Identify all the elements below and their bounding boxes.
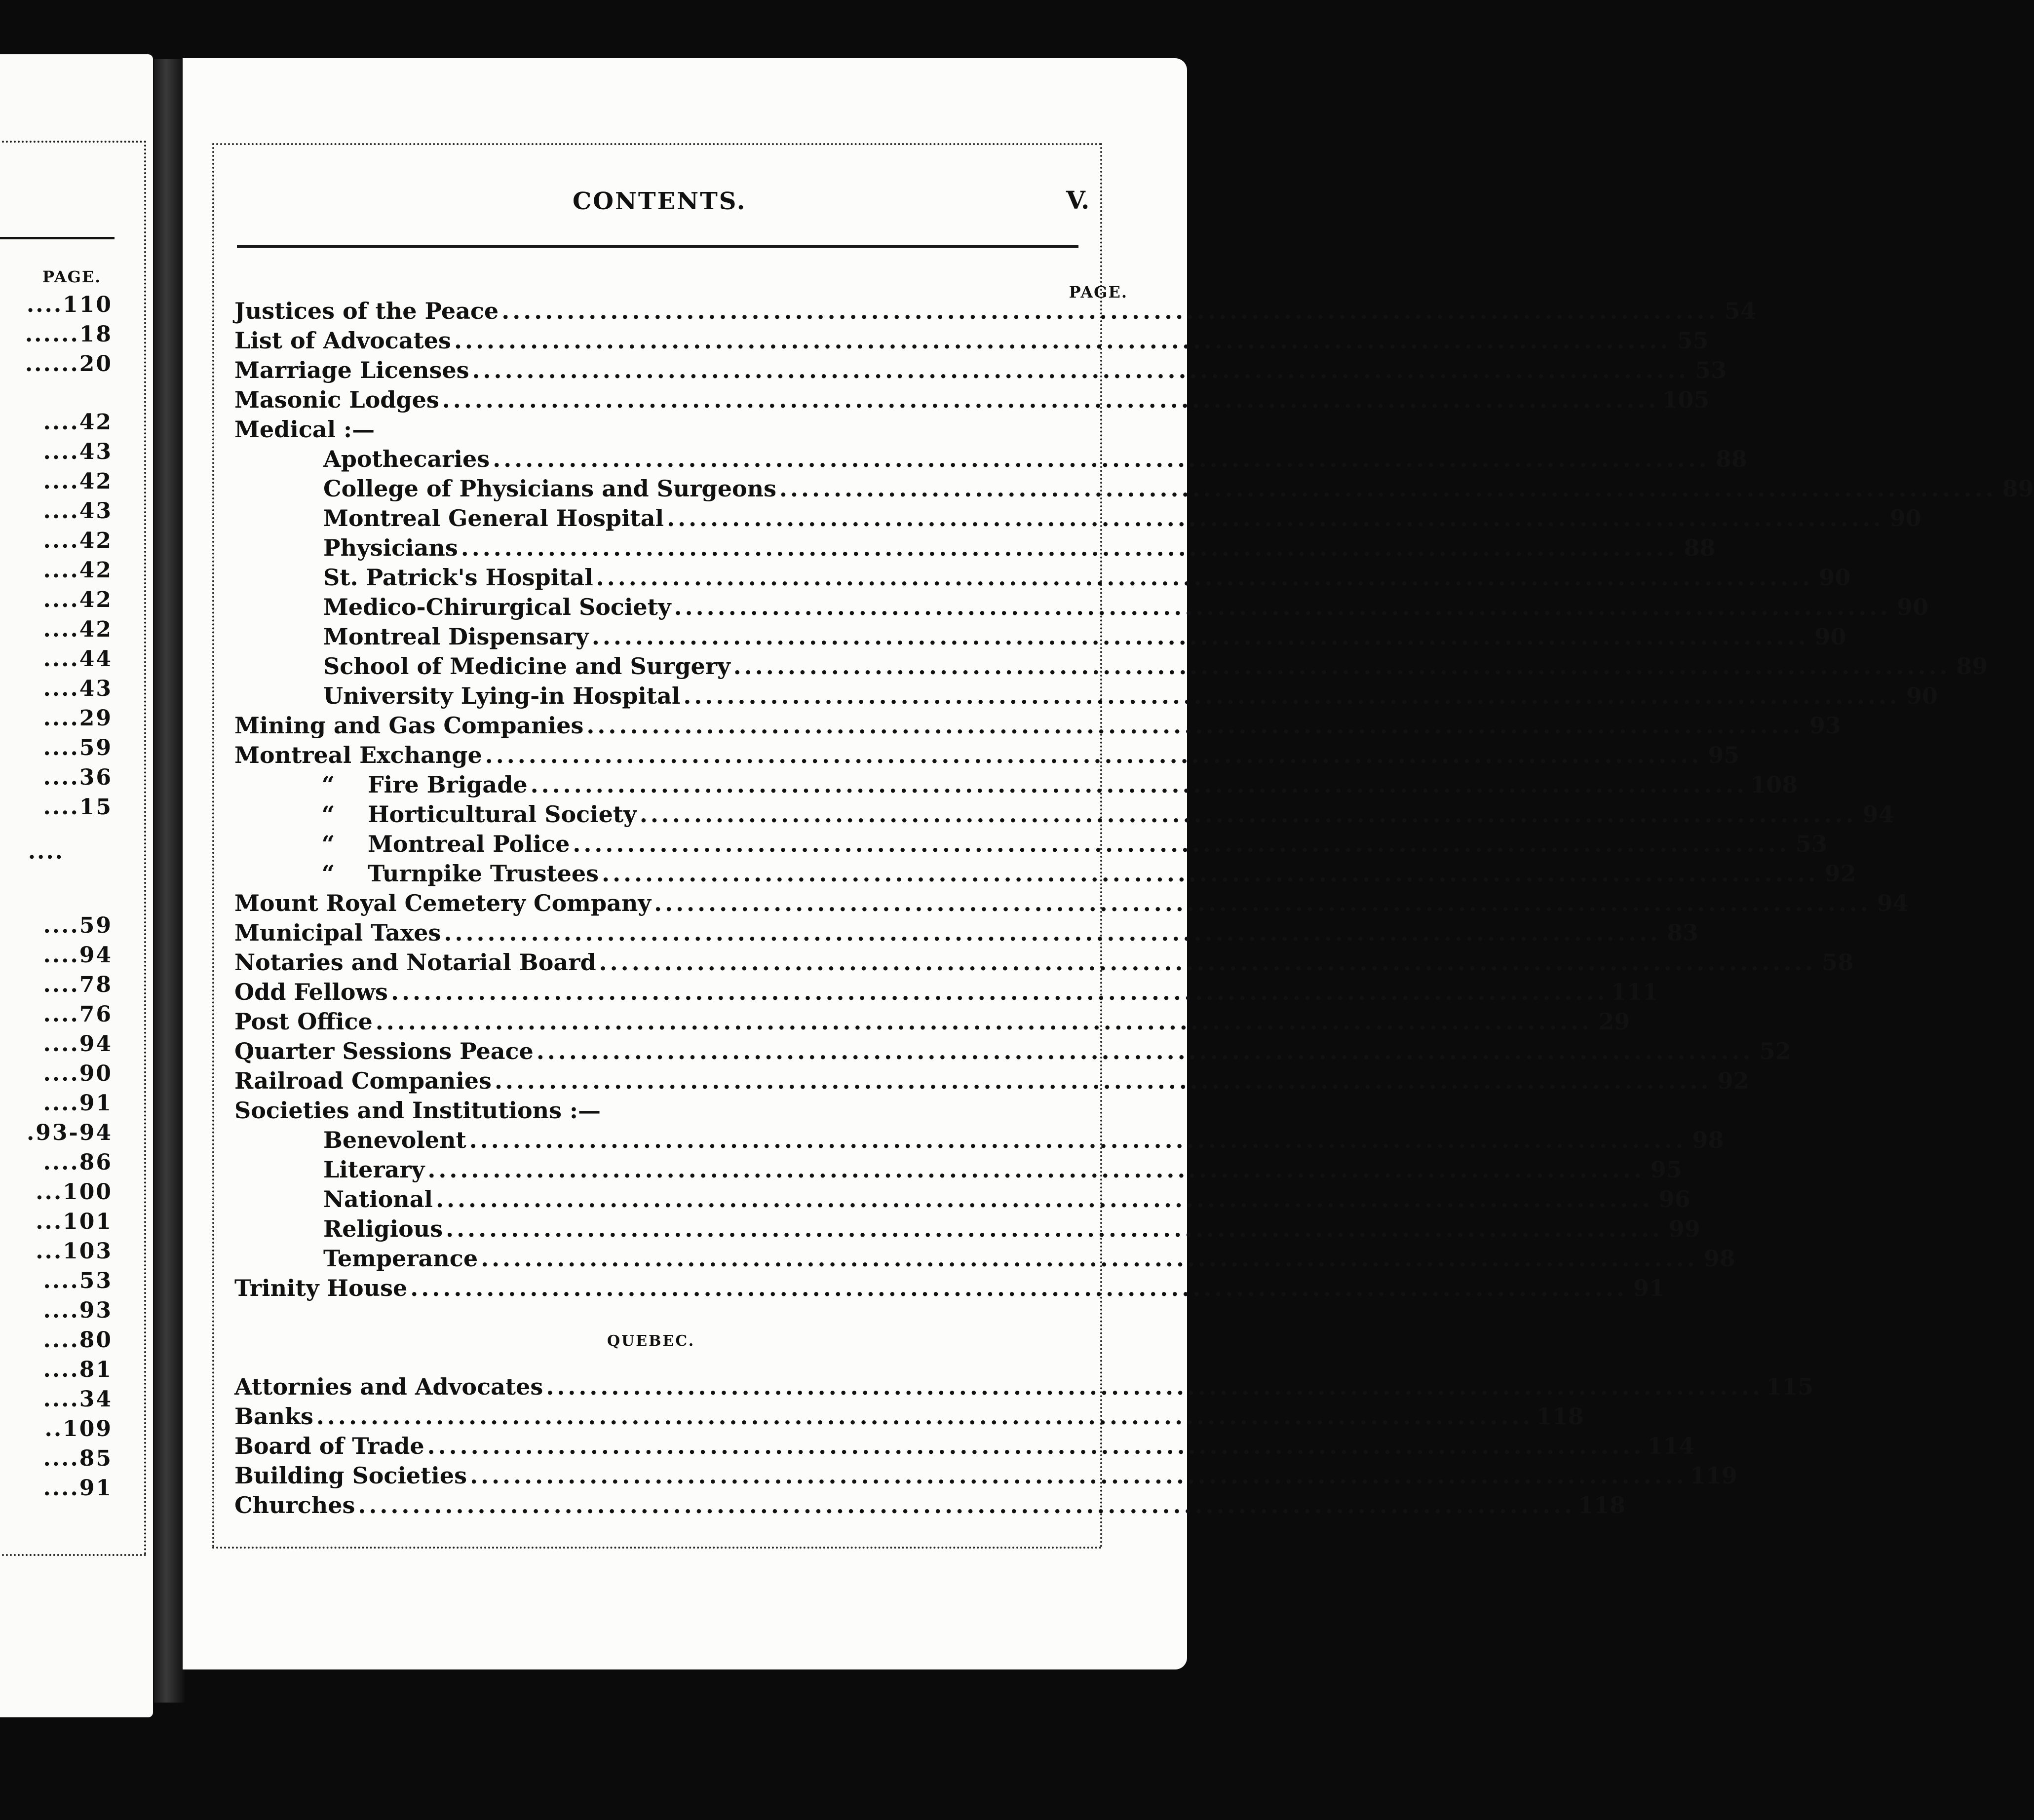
dot-leader: ................................................................................................................	[481, 1245, 1698, 1272]
dot-leader: ................................................................................................................	[586, 712, 1804, 739]
page-column-label: PAGE.	[1069, 283, 1128, 302]
toc-entry-label-group	[289, 799, 637, 829]
toc-entry-page: 52	[1759, 1038, 1791, 1064]
toc-entry-page: 90	[1906, 682, 1938, 709]
toc-entry-label: Mining and Gas Companies	[234, 712, 584, 739]
ditto-mark: “	[321, 860, 335, 887]
left-page-number: ....43	[43, 676, 113, 701]
toc-section-heading	[234, 1096, 1083, 1125]
left-page-number: ....44	[43, 646, 113, 672]
toc-entry-label: Horticultural Society	[368, 801, 637, 828]
toc-entry-label: College of Physicians and Surgeons	[323, 475, 777, 502]
toc-entry-page: 89	[1956, 653, 1988, 680]
toc-entry-page: 94	[1862, 801, 1894, 828]
book-spine	[154, 59, 185, 1703]
toc-subentry	[234, 474, 2034, 503]
toc-entry-label: Montreal Exchange	[234, 742, 482, 768]
toc-entry-page: 88	[1684, 534, 1716, 561]
left-page-number: ....94	[43, 1031, 113, 1057]
toc-entry-label: Medical :—	[234, 416, 375, 443]
toc-entry-page: 89	[2002, 475, 2034, 502]
toc-entry-page: 91	[1633, 1275, 1665, 1301]
toc-subentry	[234, 770, 1798, 799]
toc-entry-label-group	[289, 829, 570, 859]
toc-entry-label: National	[323, 1186, 433, 1213]
toc-entry	[234, 1372, 1813, 1402]
left-page-number: ....59	[43, 913, 113, 938]
toc-entry	[234, 1402, 1584, 1431]
dot-leader: ................................................................................................................	[546, 1373, 1763, 1400]
dot-leader: ................................................................................................................	[435, 1186, 1653, 1213]
dot-leader: ................................................................................................................	[390, 979, 1608, 1005]
dot-leader: ................................................................................................................	[494, 1067, 1712, 1094]
toc-subentry	[234, 859, 1856, 888]
left-page-number: ....42	[43, 617, 113, 642]
toc-entry-label: Medico-Chirurgical Society	[323, 594, 671, 620]
toc-entry-label: Mount Royal Cemetery Company	[234, 890, 652, 916]
toc-entry-label: Fire Brigade	[368, 771, 528, 798]
toc-subentry	[234, 1125, 1724, 1155]
dot-leader: ................................................................................................................	[674, 594, 1891, 620]
toc-subentry	[234, 681, 1938, 711]
toc-entry-page: 53	[1695, 357, 1727, 383]
toc-entry-page: 88	[1715, 446, 1747, 472]
toc-entry	[234, 1431, 1695, 1461]
left-page-number: ....76	[43, 1002, 113, 1027]
dot-leader: ................................................................................................................	[472, 357, 1689, 383]
dot-leader: ................................................................................................................	[461, 534, 1678, 561]
toc-subentry	[234, 1214, 1700, 1244]
toc-entry	[234, 1461, 1737, 1490]
left-page-number: ....91	[43, 1476, 113, 1501]
toc-entry-label: Attornies and Advocates	[234, 1373, 543, 1400]
toc-entry-page: 55	[1677, 327, 1709, 354]
toc-entry-label: Justices of the Peace	[234, 298, 499, 324]
dot-leader: ................................................................................................................	[427, 1433, 1645, 1459]
toc-entry-label: List of Advocates	[234, 327, 451, 354]
toc-entry-page: 119	[1689, 1462, 1737, 1489]
toc-entry-page: 118	[1536, 1403, 1584, 1430]
toc-entry	[234, 1273, 1665, 1303]
toc-entry-page: 96	[1658, 1186, 1690, 1213]
toc-entry-label: Post Office	[234, 1008, 373, 1035]
dot-leader: ................................................................................................................	[779, 475, 1996, 502]
toc-entry-page: 115	[1765, 1373, 1813, 1400]
left-page-number: ....43	[43, 439, 113, 464]
dot-leader: ................................................................................................................	[454, 327, 1671, 354]
toc-entry-page: 90	[1819, 564, 1851, 591]
dot-leader: ................................................................................................................	[654, 890, 1871, 916]
left-page-number: ....29	[43, 706, 113, 731]
dot-leader: ................................................................................................................	[410, 1275, 1627, 1301]
ditto-mark: “	[321, 771, 335, 798]
toc-entry-label: Literary	[323, 1156, 425, 1183]
toc-entry	[234, 1007, 1630, 1036]
toc-entry-label: Societies and Institutions :—	[234, 1097, 601, 1124]
toc-entry-label-group	[289, 770, 528, 799]
toc-entry-page: 90	[1897, 594, 1929, 620]
left-page-number: .93-94	[26, 1120, 113, 1145]
section-heading-quebec: QUEBEC.	[607, 1332, 695, 1350]
toc-entry-label: Religious	[323, 1215, 443, 1242]
toc-entry-label-group	[289, 859, 599, 888]
left-page-number: ....93	[43, 1298, 113, 1323]
dot-leader: ................................................................................................................	[683, 682, 1901, 709]
left-page-number: ....42	[43, 528, 113, 553]
dot-leader: ................................................................................................................	[639, 801, 1857, 828]
toc-entry-page: 90	[1814, 623, 1846, 650]
toc-subentry	[234, 651, 1988, 681]
toc-entry-label: Turnpike Trustees	[368, 860, 599, 887]
left-page-number: ....53	[43, 1268, 113, 1293]
toc-entry	[234, 1066, 1749, 1096]
left-page-rule	[0, 237, 115, 239]
toc-entry	[234, 918, 1699, 948]
toc-entry-page: 90	[1889, 505, 1921, 531]
dot-leader: ................................................................................................................	[427, 1156, 1645, 1183]
dot-leader: ................................................................................................................	[446, 1215, 1663, 1242]
toc-subentry	[234, 1155, 1682, 1184]
left-page-number: ....15	[43, 795, 113, 820]
left-page-number: ....94	[43, 943, 113, 968]
toc-entry-label: Masonic Lodges	[234, 386, 439, 413]
ditto-mark: “	[321, 801, 335, 828]
toc-entry-label: Montreal General Hospital	[323, 505, 664, 531]
toc-entry-page: 118	[1578, 1492, 1626, 1518]
left-page-number: ......20	[25, 351, 113, 377]
dot-leader: ................................................................................................................	[602, 860, 1819, 887]
toc-entry	[234, 740, 1740, 770]
left-page-number: ....78	[43, 972, 113, 997]
dot-leader: ................................................................................................................	[375, 1008, 1593, 1035]
dot-leader: ................................................................................................................	[501, 298, 1719, 324]
toc-entry-page: 98	[1692, 1127, 1724, 1153]
toc-entry-page: 29	[1598, 1008, 1630, 1035]
dot-leader: ................................................................................................................	[469, 1127, 1687, 1153]
toc-entry-label: Montreal Dispensary	[323, 623, 589, 650]
left-page-number: ....42	[43, 558, 113, 583]
toc-entry-label: Benevolent	[323, 1127, 466, 1153]
toc-entry-label: Physicians	[323, 534, 458, 561]
toc-entry-label: Trinity House	[234, 1275, 408, 1301]
ditto-mark: “	[321, 831, 335, 857]
toc-entry-label: Temperance	[323, 1245, 478, 1272]
left-page-number: ....42	[43, 587, 113, 612]
dot-leader: ................................................................................................................	[444, 919, 1661, 946]
toc-entry-label: Notaries and Notarial Board	[234, 949, 596, 976]
left-page-number: ....43	[43, 498, 113, 524]
toc-entry	[234, 296, 1756, 326]
toc-entry-label: School of Medicine and Surgery	[323, 653, 730, 680]
toc-subentry	[234, 563, 1851, 592]
dot-leader: ................................................................................................................	[442, 386, 1659, 413]
toc-entry-label: Quarter Sessions Peace	[234, 1038, 534, 1064]
toc-entry-page: 98	[1703, 1245, 1735, 1272]
toc-entry-page: 114	[1647, 1433, 1695, 1459]
toc-entry-page: 108	[1750, 771, 1798, 798]
left-page-number: ....90	[43, 1061, 113, 1086]
left-page-number: ....86	[43, 1150, 113, 1175]
toc-entry-page: 58	[1822, 949, 1854, 976]
dot-leader: ................................................................................................................	[485, 742, 1702, 768]
dot-leader: ................................................................................................................	[358, 1492, 1575, 1518]
toc-entry	[234, 355, 1727, 385]
left-page-number: ....36	[43, 765, 113, 790]
toc-entry-label: Marriage Licenses	[234, 357, 469, 383]
dot-leader: ................................................................................................................	[591, 623, 1809, 650]
toc-subentry	[234, 1184, 1690, 1214]
toc-entry-page: 95	[1650, 1156, 1682, 1183]
toc-entry-label: Railroad Companies	[234, 1067, 492, 1094]
dot-leader: ................................................................................................................	[493, 446, 1710, 472]
left-page-number: ...100	[36, 1179, 113, 1205]
toc-subentry	[234, 444, 1747, 474]
header-rule	[237, 245, 1078, 248]
left-page-number: ....59	[43, 735, 113, 760]
dot-leader: ................................................................................................................	[599, 949, 1816, 976]
toc-subentry	[234, 592, 1929, 622]
toc-entry	[234, 888, 1909, 918]
toc-entry-page: 99	[1668, 1215, 1700, 1242]
dot-leader: ................................................................................................................	[667, 505, 1884, 531]
left-page-number: ....42	[43, 410, 113, 435]
left-page-number: ....34	[43, 1387, 113, 1412]
toc-subentry	[234, 1244, 1735, 1273]
left-page	[0, 54, 153, 1717]
left-page-number: ...101	[36, 1209, 113, 1234]
dot-leader: ................................................................................................................	[536, 1038, 1754, 1064]
toc-entry-label: Board of Trade	[234, 1433, 424, 1459]
toc-entry-label: Municipal Taxes	[234, 919, 441, 946]
left-page-number: ....91	[43, 1091, 113, 1116]
dot-leader: ................................................................................................................	[530, 771, 1748, 798]
left-page-number: ......18	[25, 322, 113, 347]
toc-entry-page: 53	[1795, 831, 1827, 857]
left-page-number: ....110	[26, 292, 113, 317]
left-page-number: ....	[28, 839, 64, 864]
toc-entry-label: Montreal Police	[368, 831, 570, 857]
toc-entry-label: Apothecaries	[323, 446, 490, 472]
toc-subentry	[234, 622, 1846, 651]
toc-entry-label: Odd Fellows	[234, 979, 388, 1005]
toc-entry-label: University Lying-in Hospital	[323, 682, 681, 709]
toc-entry-page: 94	[1877, 890, 1909, 916]
left-page-number: ...103	[36, 1239, 113, 1264]
toc-entry	[234, 977, 1658, 1007]
dot-leader: ................................................................................................................	[470, 1462, 1687, 1489]
toc-entry-page: 83	[1667, 919, 1699, 946]
left-page-number: ....42	[43, 469, 113, 494]
toc-entry	[234, 326, 1709, 355]
toc-section-heading	[234, 415, 1083, 444]
dot-leader: ................................................................................................................	[573, 831, 1790, 857]
toc-entry-label: Building Societies	[234, 1462, 467, 1489]
toc-subentry	[234, 533, 1716, 563]
toc-subentry	[234, 829, 1827, 859]
dot-leader: ................................................................................................................	[316, 1403, 1534, 1430]
left-page-number: ....85	[43, 1446, 113, 1471]
toc-entry-label: St. Patrick's Hospital	[323, 564, 593, 591]
toc-subentry	[234, 503, 1921, 533]
dot-leader: ................................................................................................................	[596, 564, 1813, 591]
left-page-column-label: PAGE.	[42, 267, 102, 286]
left-page-number: ....80	[43, 1327, 113, 1353]
page-title: CONTENTS.	[573, 188, 747, 215]
toc-entry-page: 105	[1662, 386, 1710, 413]
toc-entry-page: 111	[1611, 979, 1658, 1005]
toc-entry-page: 54	[1724, 298, 1756, 324]
toc-entry-page: 92	[1824, 860, 1856, 887]
page-folio: V.	[1066, 186, 1090, 215]
dot-leader: ................................................................................................................	[733, 653, 1951, 680]
left-page-number: ..109	[44, 1416, 113, 1441]
toc-entry	[234, 948, 1854, 977]
toc-entry-page: 95	[1708, 742, 1740, 768]
toc-entry	[234, 1490, 1626, 1520]
toc-entry-page: 93	[1809, 712, 1842, 739]
toc-subentry	[234, 799, 1894, 829]
left-page-number: ....81	[43, 1357, 113, 1382]
toc-entry	[234, 385, 1710, 415]
toc-entry	[234, 1036, 1791, 1066]
toc-entry	[234, 711, 1842, 740]
toc-entry-page: 92	[1717, 1067, 1749, 1094]
toc-entry-label: Banks	[234, 1403, 313, 1430]
toc-entry-label: Churches	[234, 1492, 355, 1518]
